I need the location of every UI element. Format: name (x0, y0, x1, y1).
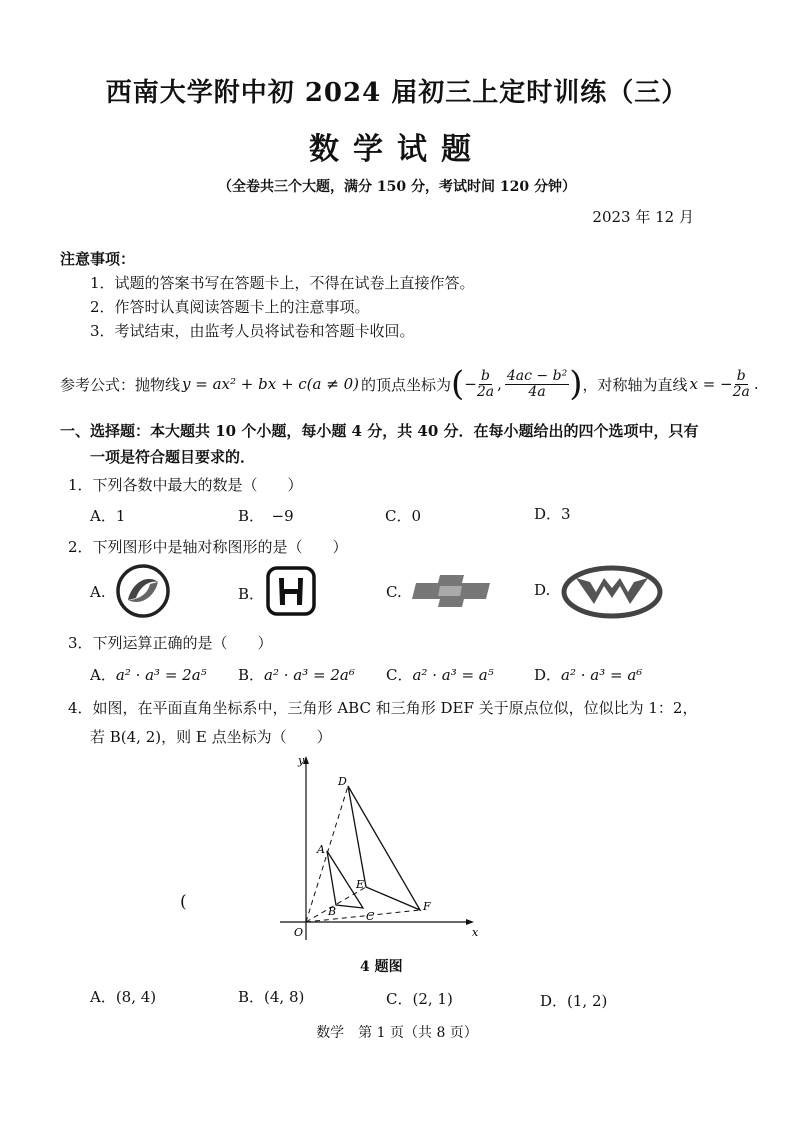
question-1 (68, 474, 303, 495)
option-a[interactable]: A．(8, 4) (90, 988, 157, 1006)
formula-equation: y = ax² + bx + c(a ≠ 0) (182, 375, 359, 393)
vertex-open-paren: ( (451, 364, 465, 404)
figure-caption: 4 题图 (360, 959, 403, 975)
note-item: 3．考试结束，由监考人员将试卷和答题卡收回。 (90, 322, 415, 340)
option-b[interactable]: B．(4, 8) (238, 988, 305, 1006)
vertex-x-fraction (477, 369, 494, 400)
option-d[interactable]: D．3 (534, 505, 571, 523)
option-b[interactable]: B． −9 (238, 507, 294, 525)
option-a[interactable]: A．1 (90, 507, 126, 525)
question-stem: 下列图形中是轴对称图形的是（ ） (92, 538, 348, 556)
stray-mark: ( (180, 892, 187, 912)
option-d[interactable] (534, 664, 642, 685)
reference-formula (60, 362, 759, 406)
vertex-x-numerator: b (480, 367, 490, 384)
x-axis-arrow (466, 919, 474, 925)
exam-date: 2023 年 12 月 (592, 208, 694, 226)
formula-prefix: 参考公式：抛物线 (60, 375, 181, 394)
note-item: 1．试题的答案书写在答题卡上，不得在试卷上直接作答。 (90, 274, 475, 292)
triangle-def (348, 786, 420, 910)
school-title: 西南大学附中初 2024 届初三上定时训练（三） (105, 78, 689, 108)
option-label: C． (386, 666, 413, 684)
vertex-y-numerator: 4ac − b² (506, 367, 568, 384)
label-e: E (356, 878, 365, 891)
axis-eq-prefix: x = − (689, 375, 733, 393)
question-2 (68, 536, 348, 557)
label-f: F (423, 900, 431, 913)
label-a: A (317, 843, 325, 856)
option-a[interactable] (90, 664, 207, 685)
option-c[interactable]: C. (386, 583, 402, 601)
section-heading: 一、选择题：本大题共 10 个小题，每小题 4 分，共 40 分．在每小题给出的四个选项中，只有 (60, 422, 699, 440)
axis-denominator: 2a (732, 383, 750, 400)
label-d: D (338, 775, 347, 788)
formula-end: . (753, 375, 759, 393)
label-o: O (294, 926, 304, 939)
option-math: a² · a³ = a⁵ (412, 666, 494, 684)
option-label: D． (534, 666, 562, 684)
option-c[interactable]: C．(2, 1) (386, 990, 453, 1008)
option-label: A． (90, 666, 116, 684)
page-footer: 数学 第 1 页（共 8 页） (316, 1025, 478, 1041)
question-stem: 如图，在平面直角坐标系中，三角形 ABC 和三角形 DEF 关于原点位似，位似比为 1：2， (92, 699, 698, 717)
honda-logo (266, 566, 316, 616)
question-4-cont: 若 B(4, 2)，则 E 点坐标为（ ） (90, 728, 332, 746)
question-4 (68, 697, 697, 718)
option-math: a² · a³ = 2a⁶ (264, 666, 355, 684)
label-c: C (366, 910, 375, 923)
q4-figure (270, 750, 490, 946)
label-y: y (298, 754, 305, 767)
subject-title: 数学试题 (309, 132, 485, 167)
option-math: a² · a³ = 2a⁵ (115, 666, 207, 684)
option-label: B． (238, 666, 265, 684)
label-x: x (472, 926, 479, 939)
wuling-logo (560, 564, 664, 620)
section-heading-cont: 一项是符合题目要求的． (90, 448, 256, 466)
option-c[interactable] (386, 664, 494, 685)
option-b[interactable]: B． (238, 585, 265, 603)
formula-axis-text: ，对称轴为直线 (582, 375, 688, 394)
label-b: B (328, 905, 337, 918)
comma: , (497, 375, 502, 393)
note-item: 2．作答时认真阅读答题卡上的注意事项。 (90, 298, 370, 316)
vertex-close-paren: ) (569, 364, 583, 404)
axis-numerator: b (736, 367, 746, 384)
question-number: 3． (68, 634, 93, 652)
vertex-y-denominator: 4a (528, 383, 546, 400)
option-math: a² · a³ = a⁶ (561, 666, 643, 684)
exam-info: （全卷共三个大题，满分 150 分，考试时间 120 分钟） (218, 179, 576, 195)
formula-vertex-text: 的顶点坐标为 (360, 375, 451, 394)
minus-sign: − (464, 375, 477, 393)
dongfeng-logo (114, 562, 172, 620)
vertex-x-denominator: 2a (476, 383, 495, 400)
option-d[interactable]: D. (534, 581, 551, 599)
question-stem: 下列运算正确的是（ ） (92, 634, 273, 652)
chevrolet-logo (410, 572, 494, 610)
option-a[interactable]: A. (90, 583, 106, 601)
question-stem: 下列各数中最大的数是（ ） (92, 476, 303, 494)
question-number: 1． (68, 476, 93, 494)
question-3 (68, 632, 273, 653)
question-number: 4． (68, 699, 93, 717)
option-b[interactable] (238, 664, 355, 685)
axis-fraction (733, 369, 750, 400)
option-d[interactable]: D．(1, 2) (540, 992, 608, 1010)
notes-heading: 注意事项： (60, 250, 136, 268)
question-number: 2． (68, 538, 93, 556)
option-c[interactable]: C．0 (385, 507, 422, 525)
vertex-y-fraction (505, 369, 569, 400)
